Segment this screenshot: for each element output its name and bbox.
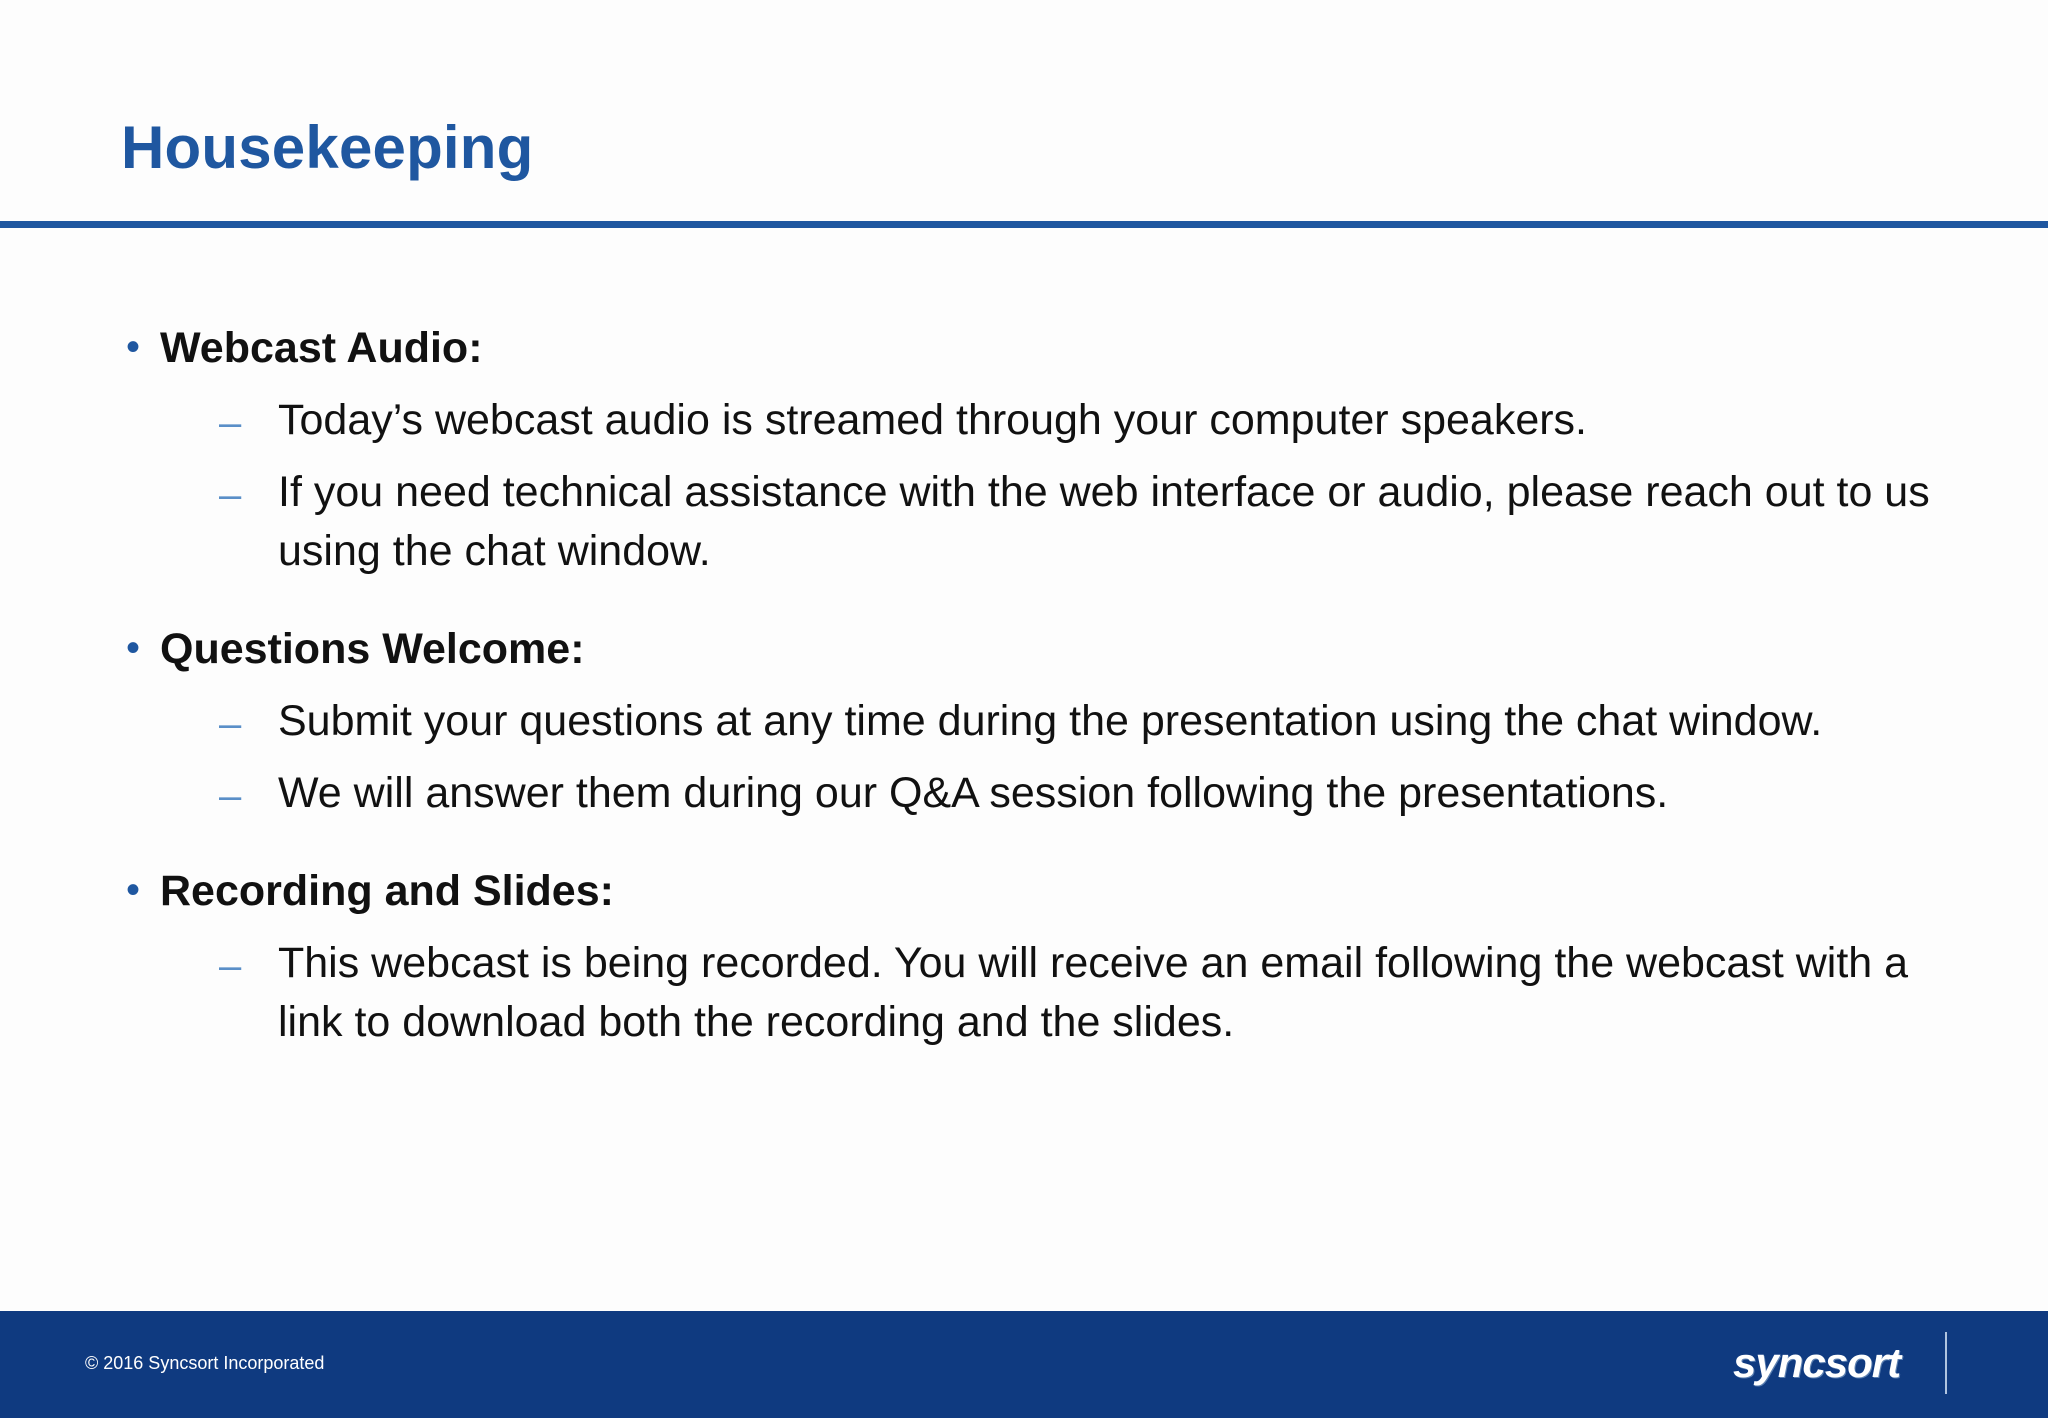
footer-divider: [1945, 1332, 1947, 1394]
bullet-icon: •: [126, 868, 141, 912]
title-divider: [0, 221, 2048, 228]
slide-title: Housekeeping: [121, 114, 534, 181]
syncsort-logo: syncsort: [1733, 1339, 1901, 1386]
section-item: Today’s webcast audio is streamed through your computer speakers.: [278, 396, 1588, 444]
section-item: This webcast is being recorded. You will receive an email following the webcast with a link to download both the recording and the slides.: [278, 939, 1909, 1046]
section-item: If you need technical assistance with the web interface or audio, please reach out to us using the chat window.: [278, 468, 1930, 575]
copyright-text: © 2016 Syncsort Incorporated: [85, 1353, 325, 1373]
dash-icon: –: [219, 774, 242, 818]
section-item: Submit your questions at any time during the presentation using the chat window.: [278, 697, 1823, 745]
bullet-icon: •: [126, 626, 141, 670]
dash-icon: –: [219, 401, 242, 445]
section-item: We will answer them during our Q&A session following the presentations.: [278, 769, 1669, 817]
dash-icon: –: [219, 473, 242, 517]
section-heading-webcast-audio: Webcast Audio:: [160, 324, 483, 372]
dash-icon: –: [219, 944, 242, 988]
section-heading-questions-welcome: Questions Welcome:: [160, 625, 585, 673]
footer-bar: [0, 1311, 2048, 1418]
bullet-icon: •: [126, 325, 141, 369]
dash-icon: –: [219, 702, 242, 746]
section-heading-recording-and-slides: Recording and Slides:: [160, 867, 614, 915]
